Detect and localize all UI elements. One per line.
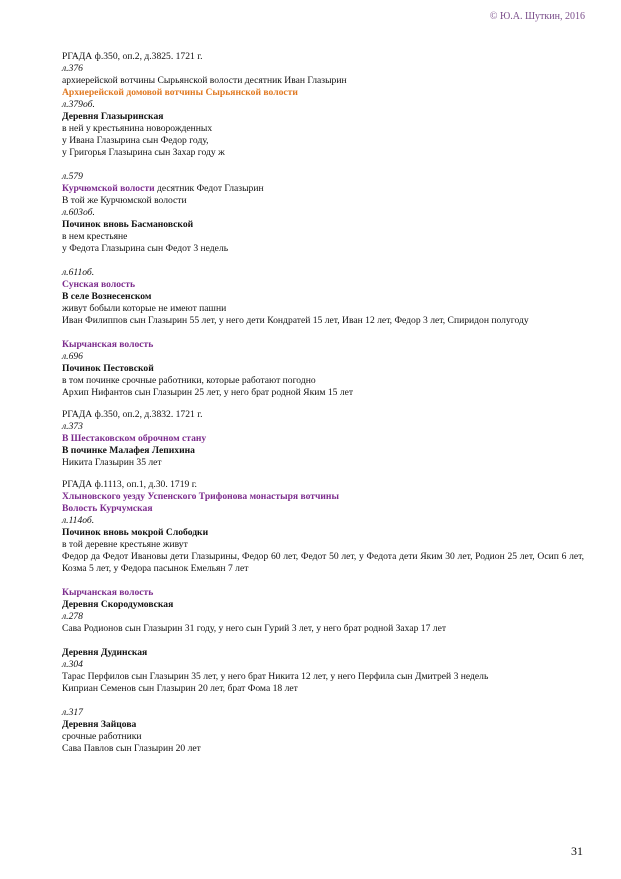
text-line: в том починке срочные работники, которые работают погодно xyxy=(62,375,316,386)
text-line: Никита Глазырин 35 лет xyxy=(62,457,162,468)
text-line: Иван Филиппов сын Глазырин 55 лет, у него дети Кондратей 15 лет, Иван 12 лет, Федор 3 лет, Спиридон полугоду xyxy=(62,315,529,326)
text-line: Киприан Семенов сын Глазырин 20 лет, брат Фома 18 лет xyxy=(62,683,298,694)
village-heading: Деревня Глазыринская xyxy=(62,111,164,122)
sheet-reference: л.373 xyxy=(62,421,83,432)
archive-reference: РГАДА ф.1113, оп.1, д.30. 1719 г. xyxy=(62,479,197,490)
text-line: Сава Родионов сын Глазырин 31 году, у него сын Гурий 3 лет, у него брат родной Захар 17 лет xyxy=(62,623,447,634)
sheet-reference: л.114об. xyxy=(62,515,95,526)
text-line: Архип Нифантов сын Глазырин 25 лет, у него брат родной Яким 15 лет xyxy=(62,387,354,398)
village-heading: В селе Вознесенском xyxy=(62,291,152,302)
volost-heading: Кырчанская волость xyxy=(62,339,154,350)
village-heading: Починок Пестовской xyxy=(62,363,154,374)
text-line: Тарас Перфилов сын Глазырин 35 лет, у него брат Никита 12 лет, у него Перфила сын Дмитрей 3 недель xyxy=(62,671,489,682)
text-fragment: десятник Федот Глазырин xyxy=(154,183,264,194)
sheet-reference: л.379об. xyxy=(62,99,95,110)
volost-heading: Кырчанская волость xyxy=(62,587,154,598)
archive-reference: РГАДА ф.350, оп.2, д.3825. 1721 г. xyxy=(62,51,203,62)
text-line: в ней у крестьянина новорожденных xyxy=(62,123,213,134)
page-number: 31 xyxy=(571,844,583,858)
sheet-reference: л.317 xyxy=(62,707,83,718)
volost-heading: Хлыновского уезду Успенского Трифонова монастыря вотчины xyxy=(62,491,339,502)
volost-heading: В Шестаковском оброчном стану xyxy=(62,433,207,444)
volost-heading: Волость Курчумская xyxy=(62,503,153,514)
document-body xyxy=(62,51,584,755)
text-line: Федор да Федот Ивановы дети Глазырины, Федор 60 лет, Федот 50 лет, у Федота дети Яким 30 лет, Родион 25 лет, Осип 6 лет, Козма 5 лет, у Федора пасынок Емельян 7 лет xyxy=(62,551,584,574)
sheet-reference: л.579 xyxy=(62,171,83,182)
village-heading: Починок вновь Басмановской xyxy=(62,219,194,230)
text-line: в нем крестьяне xyxy=(62,231,128,242)
sheet-reference: л.611об. xyxy=(62,267,95,278)
village-heading: Деревня Дудинская xyxy=(62,647,148,658)
sheet-reference: л.376 xyxy=(62,63,83,74)
sheet-reference: л.603об. xyxy=(62,207,95,218)
volost-heading: Архиерейской домовой вотчины Сырьянской волости xyxy=(62,87,298,98)
volost-heading: Сунская волость xyxy=(62,279,136,290)
village-heading: В починке Малафея Лепихина xyxy=(62,445,195,456)
sheet-reference: л.304 xyxy=(62,659,83,670)
text-line: живут бобыли которые не имеют пашни xyxy=(62,303,227,314)
village-heading: Деревня Скородумовская xyxy=(62,599,174,610)
sheet-reference: л.696 xyxy=(62,351,83,362)
text-line: В той же Курчюмской волости xyxy=(62,195,187,206)
text-line: у Ивана Глазырина сын Федор году, xyxy=(62,135,209,146)
sheet-reference: л.278 xyxy=(62,611,83,622)
text-line: срочные работники xyxy=(62,731,142,742)
text-line xyxy=(62,183,584,195)
village-heading: Починок вновь мокрой Слободки xyxy=(62,527,209,538)
copyright-notice: © Ю.А. Шуткин, 2016 xyxy=(489,11,585,22)
text-line: архиерейской вотчины Сырьянской волости десятник Иван Глазырин xyxy=(62,75,347,86)
text-line: в той деревне крестьяне живут xyxy=(62,539,188,550)
text-line: у Федота Глазырина сын Федот 3 недель xyxy=(62,243,229,254)
text-line: у Григорья Глазырина сын Захар году ж xyxy=(62,147,225,158)
text-line: Сава Павлов сын Глазырин 20 лет xyxy=(62,743,201,754)
village-heading: Деревня Зайцова xyxy=(62,719,137,730)
archive-reference: РГАДА ф.350, оп.2, д.3832. 1721 г. xyxy=(62,409,203,420)
volost-name: Курчюмской волости xyxy=(62,183,155,194)
